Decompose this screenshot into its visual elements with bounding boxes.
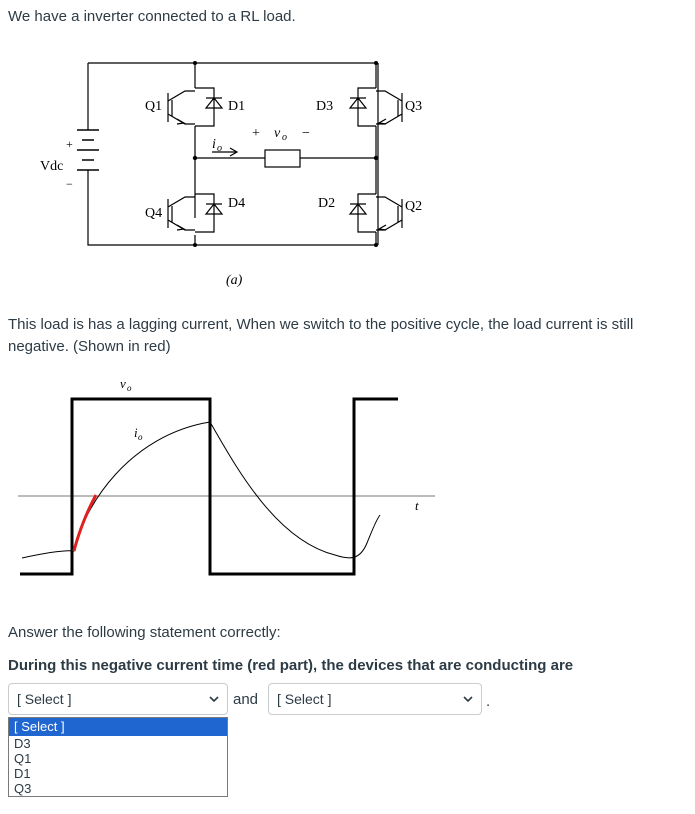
vo-sub: o bbox=[282, 132, 287, 143]
inverter-circuit-diagram bbox=[0, 40, 460, 290]
q2-label: Q2 bbox=[405, 199, 423, 214]
waveform-vo-sub: o bbox=[127, 383, 132, 393]
intro-text: We have a inverter connected to a RL load. bbox=[8, 8, 296, 25]
option-d3[interactable]: D3 bbox=[14, 736, 31, 751]
vo-plus: + bbox=[252, 126, 260, 141]
waveform-diagram bbox=[0, 375, 460, 585]
vdc-plus: + bbox=[66, 137, 73, 151]
d1-label: D1 bbox=[228, 99, 246, 114]
prompt-text: Answer the following statement correctly: bbox=[8, 624, 281, 641]
vo-minus: − bbox=[302, 126, 310, 141]
d3-label: D3 bbox=[316, 99, 334, 114]
d2-label: D2 bbox=[318, 196, 336, 211]
chevron-down-icon bbox=[209, 696, 219, 702]
q4-label: Q4 bbox=[145, 206, 163, 221]
d4-label: D4 bbox=[228, 196, 246, 211]
option-q3[interactable]: Q3 bbox=[14, 781, 32, 796]
option-select[interactable]: [ Select ] bbox=[9, 718, 227, 736]
q1-label: Q1 bbox=[145, 99, 163, 114]
device-select-2-value: [ Select ] bbox=[277, 691, 332, 707]
device-select-1-options bbox=[8, 717, 228, 797]
circuit-caption: (a) bbox=[226, 273, 243, 288]
io-label: i bbox=[212, 137, 216, 152]
vo-label: v bbox=[274, 126, 281, 141]
io-sub: o bbox=[217, 143, 222, 154]
vdc-label: Vdc bbox=[40, 159, 64, 174]
option-q1[interactable]: Q1 bbox=[14, 751, 32, 766]
chevron-down-icon bbox=[463, 696, 473, 702]
waveform-io-label: i bbox=[134, 425, 138, 440]
vdc-minus: − bbox=[66, 177, 73, 191]
q3-label: Q3 bbox=[405, 99, 423, 114]
option-d1[interactable]: D1 bbox=[14, 766, 31, 781]
description-text: This load is has a lagging current, When we switch to the positive cycle, the load current is still negative. (Shown in red) bbox=[8, 316, 634, 355]
device-select-2[interactable] bbox=[268, 683, 482, 715]
waveform-vo-label: v bbox=[120, 376, 126, 391]
device-select-1-value: [ Select ] bbox=[17, 691, 72, 707]
statement-text: During this negative current time (red part), the devices that are conducting are bbox=[8, 657, 574, 674]
and-connector: and bbox=[233, 691, 259, 708]
waveform-io-sub: o bbox=[138, 432, 143, 442]
negative-current-highlight bbox=[74, 495, 96, 551]
waveform-t-label: t bbox=[415, 498, 419, 513]
device-select-1[interactable] bbox=[8, 683, 228, 715]
statement-period: . bbox=[486, 693, 491, 710]
